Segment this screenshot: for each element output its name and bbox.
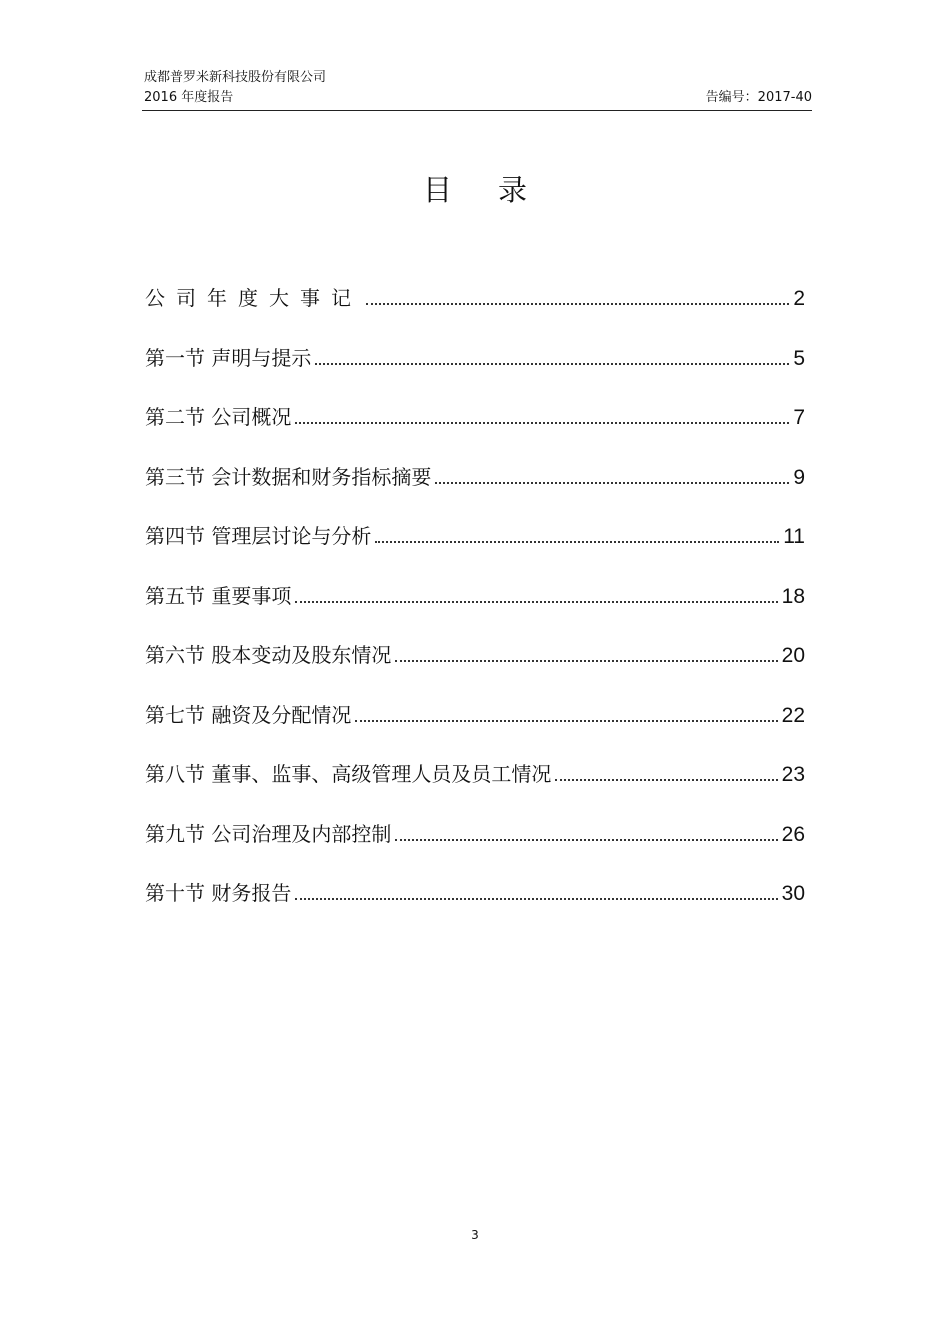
toc-dot-leader [315, 362, 789, 365]
toc-entry-page: 23 [781, 763, 805, 786]
toc-entry-label: 第七节 融资及分配情况 [145, 702, 352, 727]
toc-entry-label: 第十节 财务报告 [145, 881, 292, 905]
toc-entry[interactable] [145, 576, 805, 636]
toc-dot-leader [355, 719, 777, 722]
toc-entry-label: 第六节 股本变动及股东情况 [145, 643, 392, 667]
toc-entry-page: 30 [781, 882, 805, 905]
toc-dot-leader [295, 421, 789, 424]
toc-entry-label: 第二节 公司概况 [145, 405, 292, 429]
header-report-year: 2016 年度报告 [144, 90, 234, 105]
toc-entry-label: 第八节 董事、监事、高级管理人员及员工情况 [145, 762, 552, 786]
table-of-contents [145, 278, 805, 933]
toc-dot-leader [395, 838, 777, 841]
toc-entry[interactable] [145, 754, 805, 814]
toc-dot-leader [295, 897, 777, 900]
toc-entry-page: 22 [781, 703, 805, 727]
toc-entry-label: 第三节 会计数据和财务指标摘要 [145, 464, 432, 489]
toc-entry-label: 第一节 声明与提示 [145, 345, 312, 370]
toc-entry-page: 26 [781, 822, 805, 846]
toc-title: 目录 [422, 173, 573, 207]
toc-dot-leader [366, 302, 789, 305]
toc-entry-page: 5 [793, 346, 805, 370]
toc-entry-page: 7 [793, 406, 805, 429]
toc-entry[interactable] [145, 397, 805, 457]
toc-dot-leader [555, 778, 777, 781]
toc-dot-leader [395, 659, 777, 662]
header-company-name: 成都普罗米新科技股份有限公司 [144, 70, 327, 85]
toc-entry-label: 第九节 公司治理及内部控制 [145, 821, 392, 846]
toc-entry-page: 20 [781, 644, 805, 667]
toc-entry[interactable] [145, 338, 805, 398]
toc-entry[interactable] [145, 873, 805, 933]
toc-entry[interactable] [145, 635, 805, 695]
toc-entry-page: 11 [783, 525, 805, 548]
page-header [142, 68, 812, 111]
toc-entry-page: 2 [793, 287, 805, 310]
toc-entry[interactable] [145, 278, 805, 338]
page-number: 3 [471, 1228, 479, 1242]
toc-entry-page: 9 [793, 465, 805, 489]
toc-entry[interactable] [145, 814, 805, 874]
header-doc-number: 告编号：2017-40 [705, 90, 812, 105]
toc-entry-page: 18 [781, 584, 805, 608]
toc-entry[interactable] [145, 695, 805, 755]
toc-dot-leader [435, 481, 789, 484]
toc-entry[interactable] [145, 457, 805, 517]
toc-entry-label: 公司年度大事记 [145, 286, 362, 310]
toc-dot-leader [375, 540, 779, 543]
toc-entry[interactable] [145, 516, 805, 576]
toc-dot-leader [295, 600, 777, 603]
toc-entry-label: 第四节 管理层讨论与分析 [145, 524, 372, 548]
toc-entry-label: 第五节 重要事项 [145, 583, 292, 608]
